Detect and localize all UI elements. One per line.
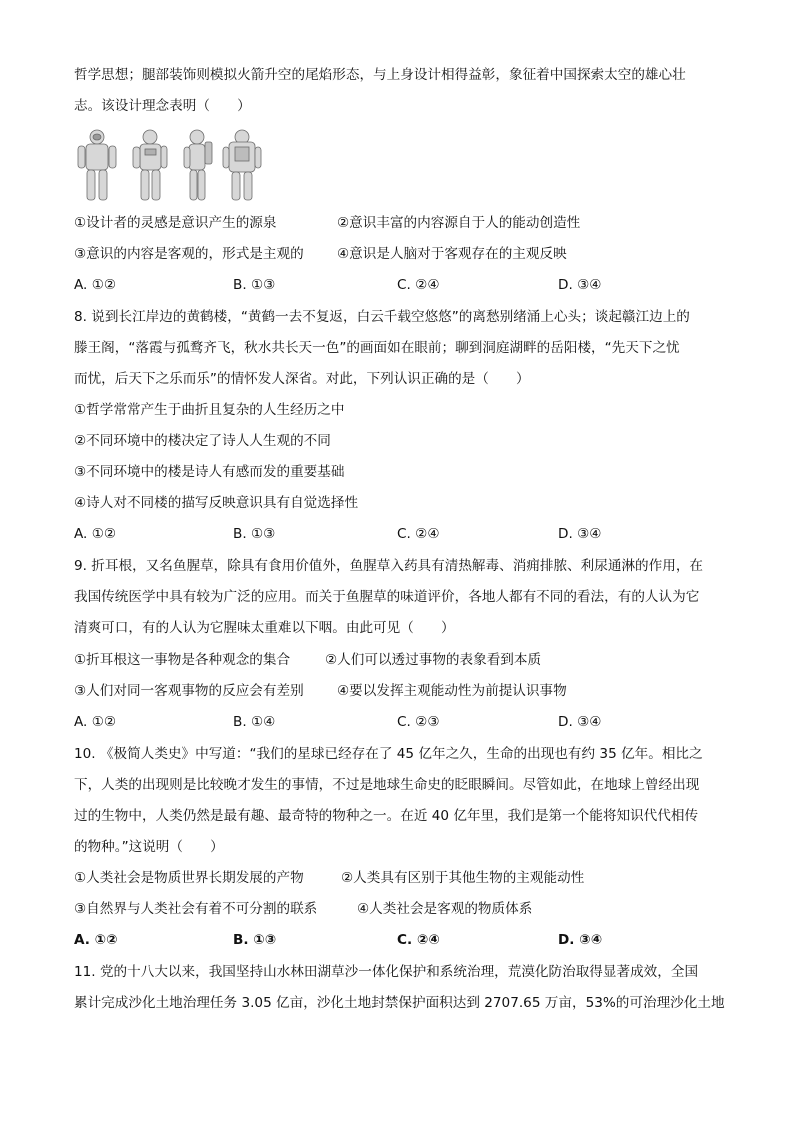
q10-option-c[interactable]: C. ②④ [397,932,440,948]
q10-stem-line1: 10. 《极简人类史》中写道：“我们的星球已经存在了 45 亿年之久，生命的出现也有约 35 亿年。相比之 [74,746,703,762]
astronaut-spacesuit-figure [72,127,272,207]
q11-stem-line2: 累计完成沙化土地治理任务 3.05 亿亩，沙化土地封禁保护面积达到 2707.65 万亩，53%的可治理沙化土地 [74,995,725,1011]
q9-statement-4: ④要以发挥主观能动性为前提认识事物 [337,683,567,699]
q7-statement-1: ①设计者的灵感是意识产生的源泉 [74,215,277,231]
q8-option-a[interactable]: A. ①② [74,526,117,542]
q9-option-b[interactable]: B. ①④ [233,714,276,730]
q7-stem-line2: 志。该设计理念表明（ ） [74,98,251,114]
q11-stem-line1: 11. 党的十八大以来，我国坚持山水林田湖草沙一体化保护和系统治理，荒漠化防治取得显著成效，全国 [74,964,699,980]
q10-option-a[interactable]: A. ①② [74,932,118,948]
q10-stem-line3: 过的生物中，人类仍然是最有趣、最奇特的物种之一。在近 40 亿年里，我们是第一个能将知识代代相传 [74,808,699,824]
q10-stem-line4: 的物种。”这说明（ ） [74,839,224,855]
astronaut-back-icon [223,130,261,200]
q7-statement-3: ③意识的内容是客观的，形式是主观的 [74,246,304,262]
q9-option-d[interactable]: D. ③④ [558,714,602,730]
q8-statement-1: ①哲学常常产生于曲折且复杂的人生经历之中 [74,402,345,418]
q7-stem-line1: 哲学思想；腿部装饰则模拟火箭升空的尾焰形态，与上身设计相得益彰，象征着中国探索太空的雄心壮 [74,67,686,83]
q9-stem-line3: 清爽可口，有的人认为它腥味太重难以下咽。由此可见（ ） [74,620,455,636]
q7-option-a[interactable]: A. ①② [74,277,117,293]
q9-statement-2: ②人们可以透过事物的表象看到本质 [325,652,542,668]
q8-option-d[interactable]: D. ③④ [558,526,602,542]
astronaut-side-front-icon [133,130,167,200]
q10-statement-4: ④人类社会是客观的物质体系 [357,901,533,917]
q7-option-b[interactable]: B. ①③ [233,277,276,293]
q8-statement-3: ③不同环境中的楼是诗人有感而发的重要基础 [74,464,345,480]
q8-option-b[interactable]: B. ①③ [233,526,276,542]
q10-statement-1: ①人类社会是物质世界长期发展的产物 [74,870,304,886]
q8-stem-line3: 而忧，后天下之乐而乐”的情怀发人深省。对此，下列认识正确的是（ ） [74,371,530,387]
astronaut-side-icon [184,130,212,200]
q8-statement-4: ④诗人对不同楼的描写反映意识具有自觉选择性 [74,495,359,511]
q10-option-d[interactable]: D. ③④ [558,932,603,948]
q10-option-b[interactable]: B. ①③ [233,932,277,948]
q10-statement-2: ②人类具有区别于其他生物的主观能动性 [341,870,585,886]
q9-stem-line2: 我国传统医学中具有较为广泛的应用。而关于鱼腥草的味道评价，各地人都有不同的看法，有的人认为它 [74,589,700,605]
q10-statement-3: ③自然界与人类社会有着不可分割的联系 [74,901,318,917]
q9-statement-1: ①折耳根这一事物是各种观念的集合 [74,652,291,668]
q9-option-a[interactable]: A. ①② [74,714,117,730]
q8-statement-2: ②不同环境中的楼决定了诗人人生观的不同 [74,433,331,449]
q7-statement-4: ④意识是人脑对于客观存在的主观反映 [337,246,567,262]
q7-statement-2: ②意识丰富的内容源自于人的能动创造性 [337,215,581,231]
q8-stem-line1: 8. 说到长江岸边的黄鹤楼，“黄鹤一去不复返，白云千载空悠悠”的离愁别绪涌上心头；谈起赣江边上的 [74,309,690,325]
q9-stem-line1: 9. 折耳根，又名鱼腥草，除具有食用价值外，鱼腥草入药具有清热解毒、消痈排脓、利尿通淋的作用，在 [74,558,704,574]
q7-option-c[interactable]: C. ②④ [397,277,440,293]
q10-stem-line2: 下，人类的出现则是比较晚才发生的事情，不过是地球生命史的眨眼瞬间。尽管如此，在地球上曾经出现 [74,777,700,793]
q8-stem-line2: 滕王阁，“落霞与孤鹜齐飞，秋水共长天一色”的画面如在眼前；聊到洞庭湖畔的岳阳楼，“先天下之忧 [74,340,680,356]
q8-option-c[interactable]: C. ②④ [397,526,440,542]
q7-option-d[interactable]: D. ③④ [558,277,602,293]
q9-option-c[interactable]: C. ②③ [397,714,440,730]
q9-statement-3: ③人们对同一客观事物的反应会有差别 [74,683,304,699]
astronaut-front-icon [78,130,116,200]
